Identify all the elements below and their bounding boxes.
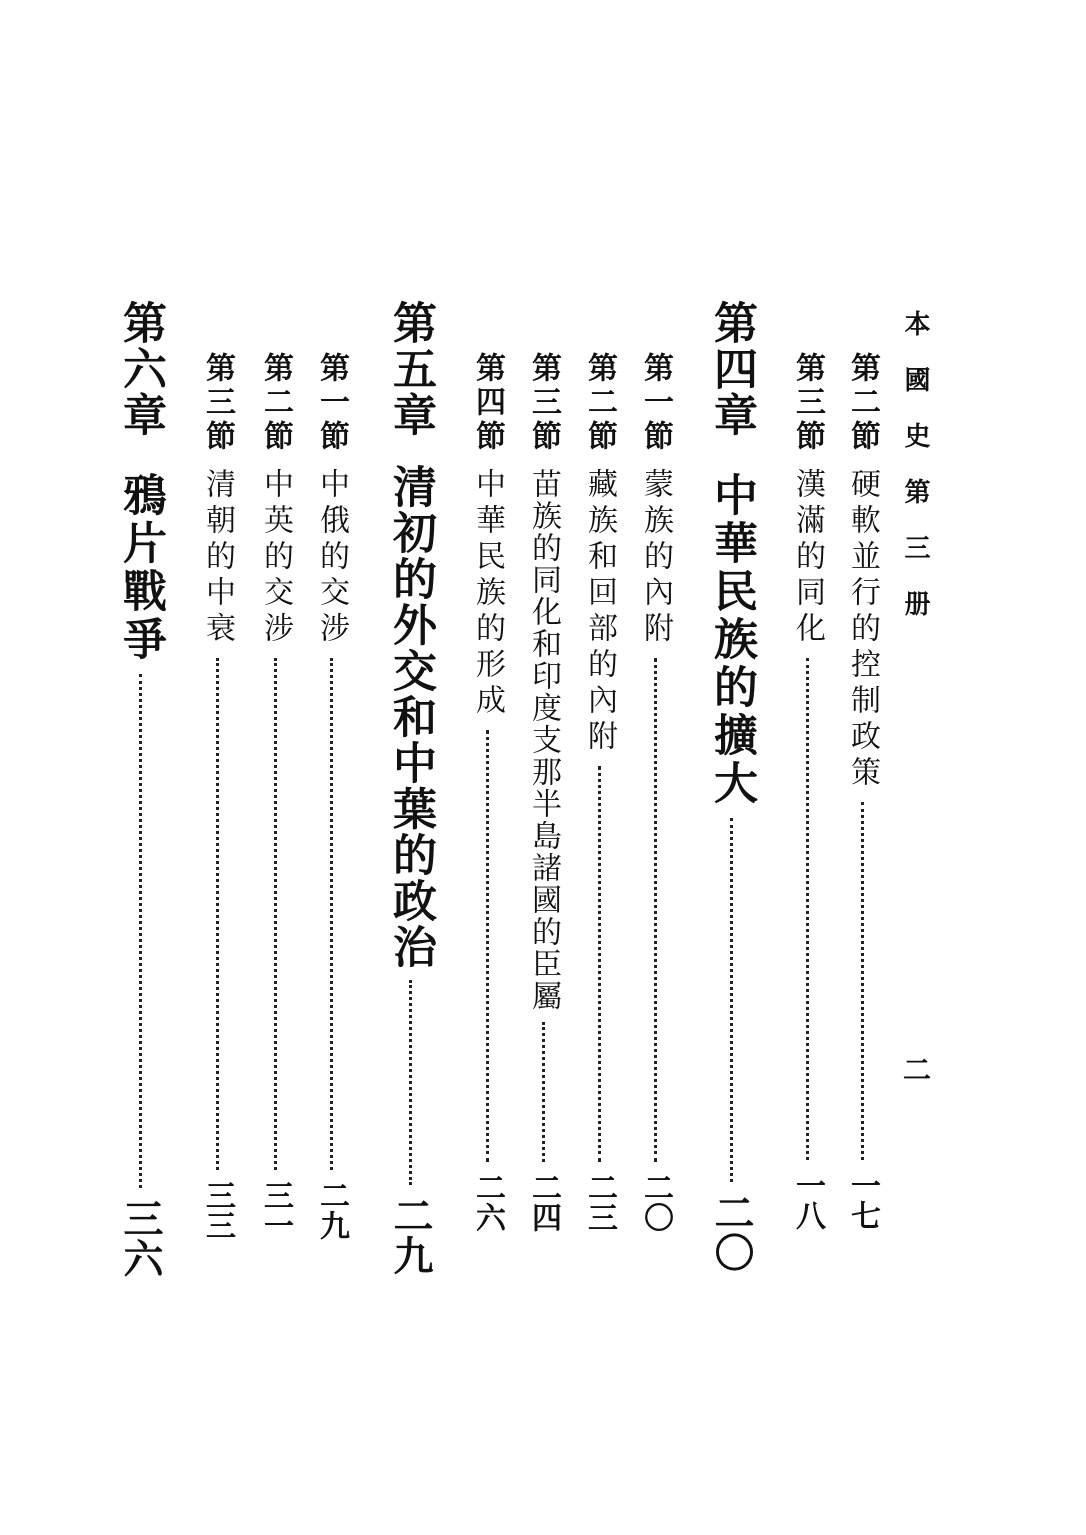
entry-label: 第一節 xyxy=(314,352,349,454)
toc-entry-chapter[interactable] xyxy=(380,300,440,1275)
entry-label: 第二節 xyxy=(582,352,617,454)
entry-title: 漢滿的同化 xyxy=(790,468,825,648)
leader-dots xyxy=(216,658,219,1170)
entry-page: 二九 xyxy=(387,1195,434,1275)
toc-entry-section[interactable] xyxy=(250,352,300,1240)
leader-dots xyxy=(486,730,489,1162)
entry-page: 二六 xyxy=(470,1172,505,1232)
entry-label: 第四節 xyxy=(470,352,505,454)
entry-label: 第二節 xyxy=(258,352,293,454)
toc-entry-section[interactable] xyxy=(462,352,512,1232)
entry-label: 第五章 xyxy=(385,300,436,438)
toc-entry-section[interactable] xyxy=(782,352,832,1230)
toc-entry-section[interactable] xyxy=(192,352,242,1240)
toc-entry-section[interactable] xyxy=(837,352,887,1230)
toc-entry-section[interactable] xyxy=(630,352,680,1232)
entry-title: 蒙族的內附 xyxy=(638,468,673,648)
leader-dots xyxy=(806,658,809,1160)
entry-page: 三一 xyxy=(258,1180,293,1240)
entry-title: 中華民族的形成 xyxy=(470,468,505,720)
toc-entry-section[interactable] xyxy=(574,352,624,1232)
leader-dots xyxy=(654,658,657,1162)
entry-label: 第三節 xyxy=(526,352,561,454)
entry-label: 第三節 xyxy=(200,352,235,454)
entry-title: 中英的交涉 xyxy=(258,468,293,648)
running-header xyxy=(892,310,938,1310)
entry-title: 中華民族的擴大 xyxy=(706,472,757,808)
entry-title: 鴉片戰爭 xyxy=(115,472,166,664)
entry-page: 二三 xyxy=(582,1172,617,1232)
leader-dots xyxy=(330,658,333,1170)
entry-label: 第二節 xyxy=(845,352,880,454)
entry-page: 一八 xyxy=(790,1170,825,1230)
entry-label: 第一節 xyxy=(638,352,673,454)
leader-dots xyxy=(139,674,142,1188)
entry-title: 中俄的交涉 xyxy=(314,468,349,648)
entry-title: 清朝的中衰 xyxy=(200,468,235,648)
leader-dots xyxy=(598,766,601,1162)
leader-dots xyxy=(730,818,733,1182)
toc-entry-chapter[interactable] xyxy=(110,300,170,1278)
entry-title: 清初的外交和中葉的政治 xyxy=(385,464,436,970)
entry-label: 第三節 xyxy=(790,352,825,454)
leader-dots xyxy=(861,802,864,1160)
toc-entry-section[interactable] xyxy=(518,352,568,1232)
entry-page: 二〇 xyxy=(708,1192,755,1272)
entry-page: 二四 xyxy=(526,1172,561,1232)
leader-dots xyxy=(274,658,277,1170)
entry-page: 三六 xyxy=(117,1198,164,1278)
entry-title: 藏族和回部的內附 xyxy=(582,468,617,756)
entry-page: 二九 xyxy=(314,1180,349,1240)
entry-label: 第四章 xyxy=(706,300,757,438)
book-title: 本國史第三册 xyxy=(900,310,930,646)
toc-entry-chapter[interactable] xyxy=(701,300,761,1272)
leader-dots xyxy=(542,1022,545,1162)
entry-page: 三三 xyxy=(200,1180,235,1240)
entry-label: 第六章 xyxy=(115,300,166,438)
toc-entry-section[interactable] xyxy=(306,352,356,1240)
entry-title: 苗族的同化和印度支那半島諸國的臣屬 xyxy=(526,468,561,1012)
leader-dots xyxy=(409,980,412,1185)
entry-page: 二〇 xyxy=(638,1172,673,1232)
page-number: 二 xyxy=(899,1055,932,1083)
entry-page: 一七 xyxy=(845,1170,880,1230)
entry-title: 硬軟並行的控制政策 xyxy=(845,468,880,792)
